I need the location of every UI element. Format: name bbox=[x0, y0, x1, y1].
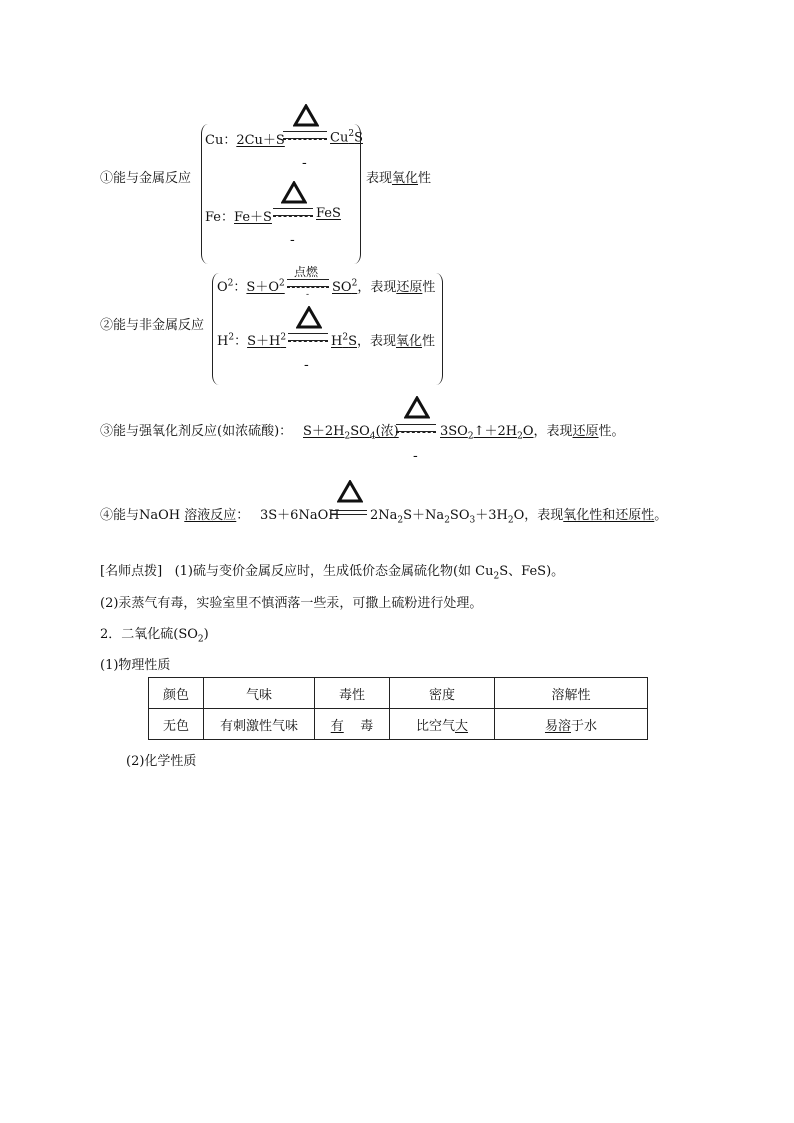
fe-prefix: Fe： bbox=[205, 210, 235, 225]
section-heading: 2．二氧化硫$(SO_2)$ bbox=[100, 627, 209, 645]
teacher-tip-line1: [名师点拨] (1)硫与变价金属反应时，生成低价态金属硫化物(如 $Cu_2S$、FeS)。 bbox=[100, 564, 565, 582]
header-toxicity: 毒性 bbox=[315, 678, 390, 709]
heat-triangle-icon bbox=[337, 480, 363, 504]
metal-summary: 表现氧化性 bbox=[366, 171, 432, 186]
header-density: 密度 bbox=[390, 678, 495, 709]
h2-reactants: $S+H^2$ bbox=[247, 332, 287, 349]
cu-prefix: Cu： bbox=[205, 133, 237, 148]
cell-toxicity: 有 毒 bbox=[315, 709, 390, 740]
oxidant-reaction-label: ③能与强氧化剂反应(如浓硫酸)： bbox=[100, 424, 293, 439]
naoh-equals-sign bbox=[331, 510, 367, 518]
physical-properties-table bbox=[148, 677, 648, 740]
h2-equation: $H^2$：$S+H^2$ bbox=[217, 332, 287, 349]
physical-properties-heading: (1)物理性质 bbox=[100, 658, 171, 673]
cu-equation bbox=[205, 129, 285, 148]
cell-density: 比空气大 bbox=[390, 709, 495, 740]
o2-condition: 点燃 bbox=[294, 265, 319, 279]
fe-reactants: Fe＋S bbox=[234, 210, 272, 225]
metal-reaction-label: ①能与金属反应 bbox=[100, 171, 192, 186]
fe-equation bbox=[205, 206, 272, 225]
header-odor: 气味 bbox=[204, 678, 315, 709]
o2-reactants: $S+O^2$ bbox=[246, 278, 285, 295]
oxidant-products-and-summary: $3SO_2↑+2H_2O$，表现还原性。 bbox=[440, 424, 625, 442]
o2-product-and-summary: $SO^2$，表现还原性 bbox=[332, 278, 436, 295]
table-row bbox=[149, 709, 648, 740]
naoh-reaction-label: ④能与NaOH 溶液反应： bbox=[100, 508, 250, 523]
nonmetal-right-brace bbox=[436, 273, 443, 385]
header-solubility: 溶解性 bbox=[495, 678, 648, 709]
cell-solubility: 易溶于水 bbox=[495, 709, 648, 740]
h2-product-and-summary: $H^2S$，表现氧化性 bbox=[331, 332, 436, 349]
naoh-products-and-summary: $2Na_2S+Na_2SO_3+3H_2O$，表现氧化性和还原性。 bbox=[370, 508, 668, 526]
cell-color: 无色 bbox=[149, 709, 204, 740]
heat-triangle-icon bbox=[293, 104, 319, 128]
fe-dash-mark: - bbox=[290, 232, 295, 248]
heat-triangle-icon bbox=[296, 306, 322, 330]
heat-triangle-icon bbox=[404, 396, 430, 420]
nonmetal-reaction-label: ②能与非金属反应 bbox=[100, 318, 205, 333]
header-color: 颜色 bbox=[149, 678, 204, 709]
fe-product: FeS bbox=[316, 206, 341, 221]
oxidant-dash-mark: - bbox=[413, 448, 418, 464]
cu-product: Cu$^2$S bbox=[330, 129, 363, 146]
teacher-tip-line2: (2)汞蒸气有毒，实验室里不慎洒落一些汞，可撒上硫粉进行处理。 bbox=[100, 596, 483, 611]
naoh-reactants: 3S＋6NaOH bbox=[260, 508, 340, 523]
cell-odor: 有刺激性气味 bbox=[204, 709, 315, 740]
metal-right-brace bbox=[354, 124, 361, 264]
table-header-row bbox=[149, 678, 648, 709]
chemical-properties-heading: (2)化学性质 bbox=[126, 754, 197, 769]
h2-dash-mark: - bbox=[304, 357, 309, 373]
heat-triangle-icon bbox=[281, 181, 307, 205]
o2-dash-mark: - bbox=[306, 290, 310, 300]
oxidant-reactants: $S+2H_2SO_4$(浓) bbox=[303, 424, 399, 442]
cu-reactants: 2Cu＋S bbox=[236, 133, 285, 148]
o2-equation: $O^2$：$S+O^2$ bbox=[217, 278, 285, 295]
cu-dash-mark: - bbox=[302, 155, 307, 171]
